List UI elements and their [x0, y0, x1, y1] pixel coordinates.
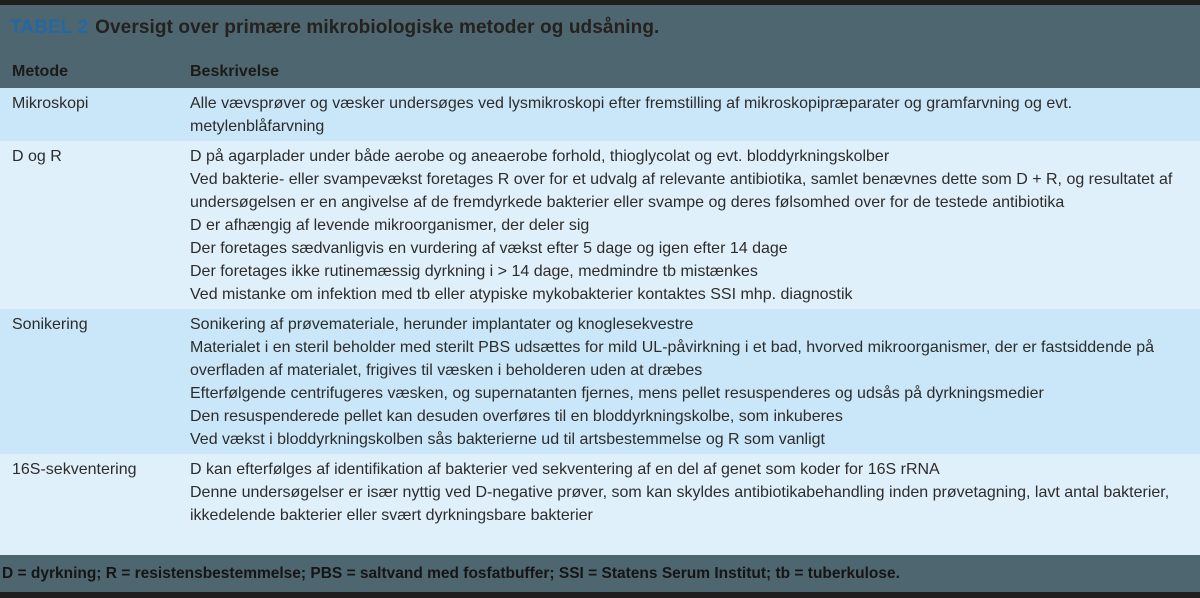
method-cell: 16S-sekventering — [12, 461, 137, 478]
description-paragraph: Sonikering af prøvemateriale, herunder implantater og knoglesekvestre — [190, 316, 694, 333]
description-cell — [190, 145, 1200, 306]
description-cell — [190, 458, 1200, 552]
description-cell — [190, 92, 1200, 138]
description-paragraph: Efterfølgende centrifugeres væsken, og supernatanten fjernes, mens pellet resuspenderes og udsås på dyrkningsmedier — [190, 385, 1044, 402]
description-paragraph: Ved bakterie- eller svampevækst foretages R over for et udvalg af relevante antibiotika, samlet benævnes dette som D + R, og resultatet af undersøgelsen er en angivelse af de fremdyrkede bakterier eller svampe og deres følsomhed over for de testede antibiotika — [190, 171, 1173, 211]
bottom-rule — [0, 592, 1200, 598]
table-title-row — [0, 5, 1200, 39]
description-paragraph: Materialet i en steril beholder med sterilt PBS udsættes for mild UL-påvirkning i et bad, hvorved mikroorganismer, der er fastsiddende på overfladen af materialet, frigives til væsken i beholderen uden at dræbes — [190, 339, 1155, 379]
table-header-band — [0, 5, 1200, 88]
description-paragraph: Ved vækst i bloddyrkningskolben sås bakterierne ud til artsbestemmelse og R som vanligt — [190, 431, 825, 448]
description-paragraph: D er afhængig af levende mikroorganismer, der deler sig — [190, 217, 590, 234]
description-paragraph: Denne undersøgelser er især nyttig ved D-negative prøver, som kan skyldes antibiotikabehandling inden prøvetagning, lavt antal bakterier, ikkedelende bakterier eller svært dyrkningsbare bakterier — [190, 484, 1170, 524]
method-cell: D og R — [12, 148, 62, 165]
description-paragraph: Der foretages ikke rutinemæssig dyrkning i > 14 dage, medmindre tb mistænkes — [190, 263, 758, 280]
column-header-beskrivelse: Beskrivelse — [190, 63, 279, 80]
description-paragraph: D på agarplader under både aerobe og aneaerobe forhold, thioglycolat og evt. bloddyrkningskolber — [190, 148, 890, 165]
description-paragraph: Alle vævsprøver og væsker undersøges ved lysmikroskopi efter fremstilling af mikroskopipræparater og gramfarvning og evt. metylenblåfarvning — [190, 95, 1073, 135]
table-title: Oversigt over primære mikrobiologiske metoder og udsåning. — [95, 17, 660, 38]
description-paragraph: Ved mistanke om infektion med tb eller atypiske mykobakterier kontaktes SSI mhp. diagnostik — [190, 286, 853, 303]
column-header-row — [0, 63, 1200, 88]
description-paragraph: Der foretages sædvanligvis en vurdering af vækst efter 5 dage og igen efter 14 dage — [190, 240, 788, 257]
table-row-d-og-r — [0, 141, 1200, 309]
table-row-16s-sekventering — [0, 454, 1200, 555]
table-row-sonikering — [0, 309, 1200, 454]
table-row-mikroskopi — [0, 88, 1200, 141]
table-footnote-band — [0, 555, 1200, 592]
method-cell: Mikroskopi — [12, 95, 89, 112]
column-header-metode: Metode — [12, 63, 68, 80]
table-body — [0, 88, 1200, 555]
method-cell: Sonikering — [12, 316, 88, 333]
description-cell — [190, 313, 1200, 451]
footnote-text: D = dyrkning; R = resistensbestemmelse; PBS = saltvand med fosfatbuffer; SSI = Statens Serum Institut; tb = tuberkulose. — [2, 564, 900, 582]
description-paragraph: D kan efterfølges af identifikation af bakterier ved sekventering af en del af genet som koder for 16S rRNA — [190, 461, 940, 478]
description-paragraph: Den resuspenderede pellet kan desuden overføres til en bloddyrkningskolbe, som inkuberes — [190, 408, 843, 425]
table-tag: TABEL 2 — [10, 17, 89, 38]
